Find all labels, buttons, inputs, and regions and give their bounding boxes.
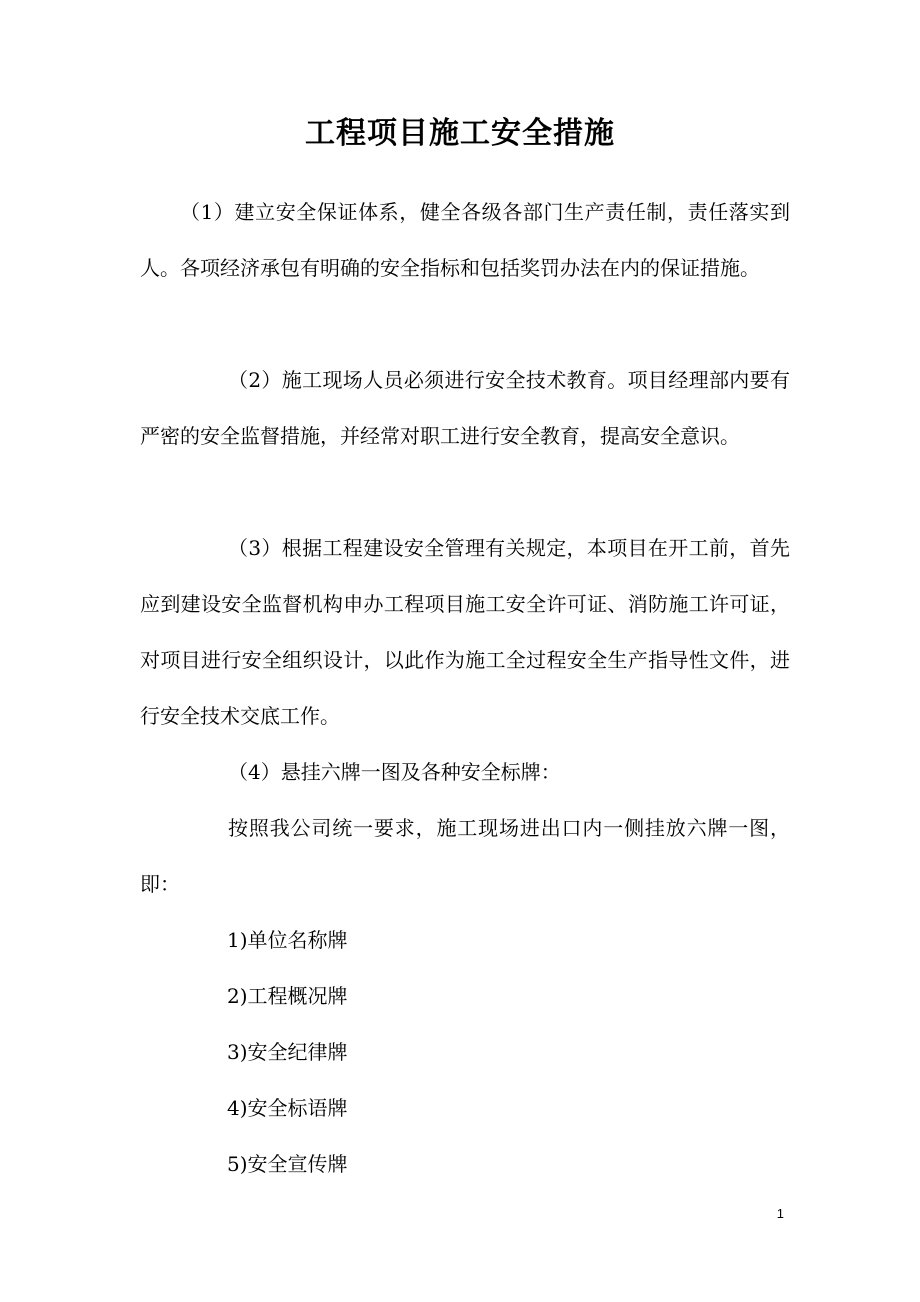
list-item-2: 2)工程概况牌 — [227, 984, 348, 1008]
list-item-1: 1)单位名称牌 — [227, 928, 348, 952]
page-number: 1 — [776, 1206, 784, 1221]
paragraph-1: （1）建立安全保证体系，健全各级各部门生产责任制，责任落实到人。各项经济承包有明确的安全指标和包括奖罚办法在内的保证措施。 — [140, 200, 790, 280]
paragraph-5: 按照我公司统一要求，施工现场进出口内一侧挂放六牌一图，即： — [140, 816, 790, 896]
paragraph-3: （3）根据工程建设安全管理有关规定，本项目在开工前，首先应到建设安全监督机构申办工程项目施工安全许可证、消防施工许可证，对项目进行安全组织设计，以此作为施工全过程安全生产指导性文件，进行安全技术交底工作。 — [140, 536, 790, 728]
document-title: 工程项目施工安全措施 — [305, 116, 615, 151]
list-item-5: 5)安全宣传牌 — [227, 1152, 348, 1176]
paragraph-2: （2）施工现场人员必须进行安全技术教育。项目经理部内要有严密的安全监督措施，并经常对职工进行安全教育，提高安全意识。 — [140, 368, 790, 448]
list-item-4: 4)安全标语牌 — [227, 1096, 348, 1120]
paragraph-4: （4）悬挂六牌一图及各种安全标牌： — [228, 760, 561, 784]
list-item-3: 3)安全纪律牌 — [227, 1040, 348, 1064]
